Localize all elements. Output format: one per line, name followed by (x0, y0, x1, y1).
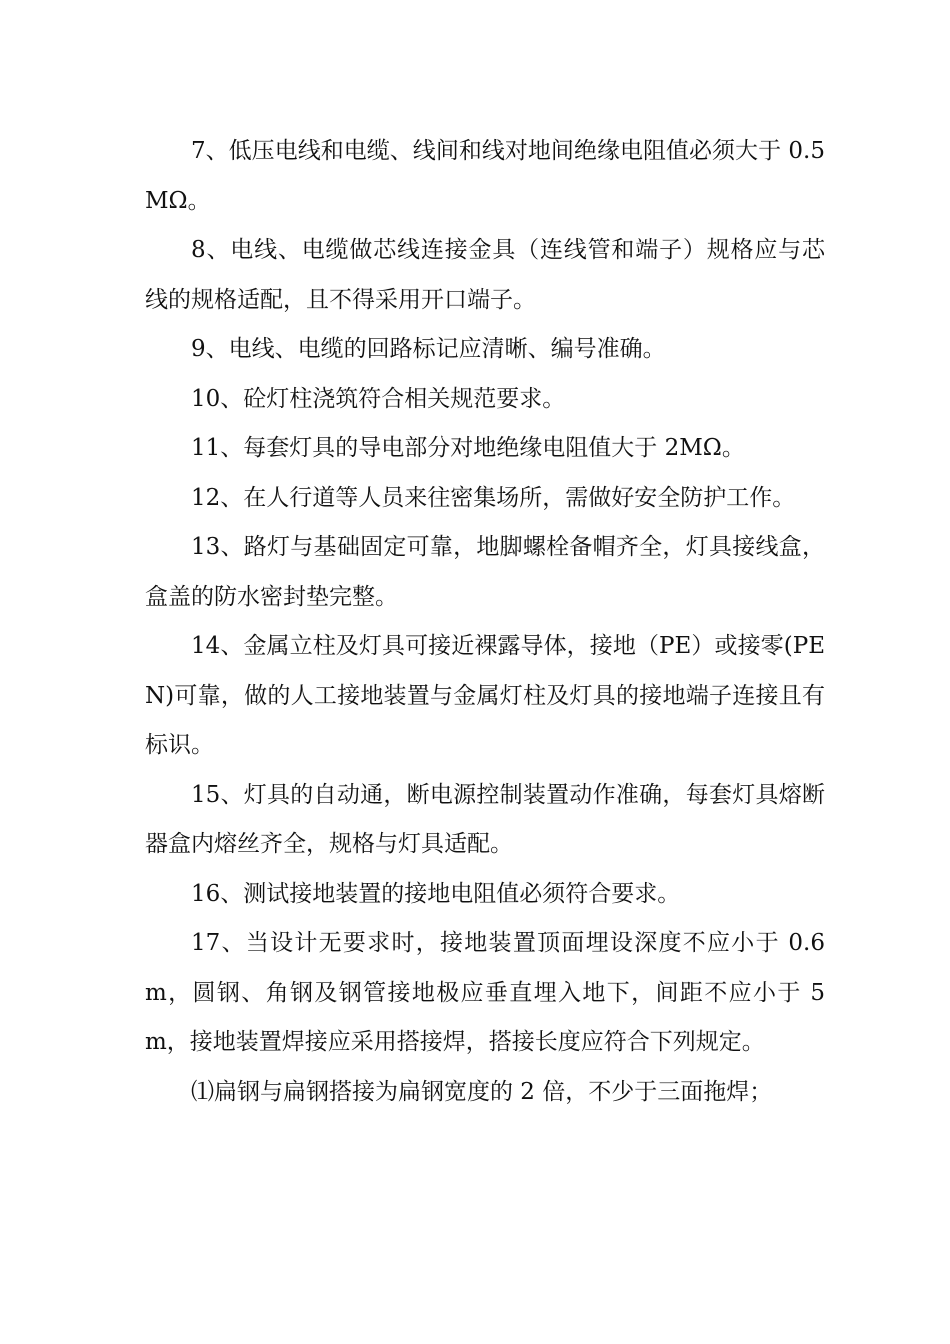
paragraph-item-10: 10、砼灯柱浇筑符合相关规范要求。 (191, 385, 566, 412)
paragraph-item-9: 9、电线、电缆的回路标记应清晰、编号准确。 (191, 336, 666, 362)
paragraph-item-11: 11、每套灯具的导电部分对地绝缘电阻值大于 2MΩ。 (191, 435, 745, 461)
paragraph-subitem-1: ⑴扁钢与扁钢搭接为扁钢宽度的 2 倍，不少于三面拖焊； (191, 1078, 773, 1105)
paragraph-item-12: 12、在人行道等人员来往密集场所，需做好安全防护工作。 (191, 484, 796, 511)
document-body (145, 127, 825, 1117)
paragraph-item-16: 16、测试接地装置的接地电阻值必须符合要求。 (191, 880, 681, 907)
paragraph-item-7: 7、低压电线和电缆、线间和线对地间绝缘电阻值必须大于 0.5MΩ。 (145, 138, 825, 214)
paragraph-item-17: 17、当设计无要求时，接地装置顶面埋设深度不应小于 0.6m，圆钢、角钢及钢管接地极应垂直埋入地下，间距不应小于 5m，接地装置焊接应采用搭接焊，搭接长度应符合下列规定。 (145, 930, 825, 1055)
paragraph-item-8: 8、电线、电缆做芯线连接金具（连线管和端子）规格应与芯线的规格适配，且不得采用开口端子。 (145, 237, 825, 313)
paragraph-item-13: 13、路灯与基础固定可靠，地脚螺栓备帽齐全，灯具接线盒，盒盖的防水密封垫完整。 (145, 534, 825, 610)
paragraph-item-15: 15、灯具的自动通，断电源控制装置动作准确，每套灯具熔断器盒内熔丝齐全，规格与灯具适配。 (145, 781, 825, 857)
paragraph-item-14: 14、金属立柱及灯具可接近裸露导体，接地（PE）或接零(PEN)可靠，做的人工接地装置与金属灯柱及灯具的接地端子连接且有标识。 (145, 633, 825, 758)
